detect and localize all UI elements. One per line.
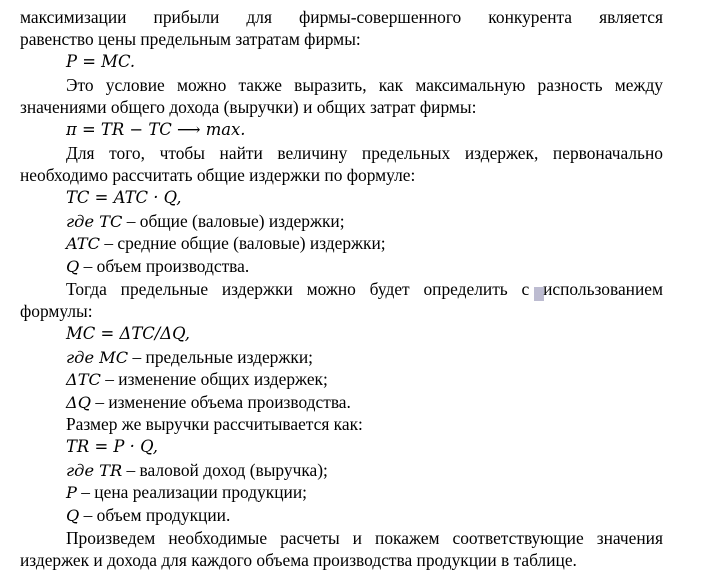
intro-line-2: равенство цены предельным затратам фирмы: [20,29,361,49]
tc-def-text: – общие (валовые) издержки; [122,211,345,231]
delta-q-definition [66,391,663,413]
delta-q-def-text: – изменение объема производства. [90,392,351,412]
profit-text-line-2: значениями общего дохода (выручки) и общих затрат фирмы: [20,97,477,117]
tr-def-symbol: где TR [66,461,123,480]
intro-line-1: максимизации прибыли для фирмы-совершенного конкурента является [20,7,663,27]
formula-tc: TC = ATC · Q, [66,188,182,207]
formula-p-equals-mc: P = MC. [66,52,136,71]
atc-definition [66,232,663,254]
q-def-symbol: Q [66,257,80,276]
mc-text-line-1: Тогда предельные издержки можно будет определить с использованием [66,279,663,299]
mc-def-symbol: где MC [66,348,129,367]
mc-definition [66,346,663,368]
q-def-text: – объем производства. [79,256,250,276]
p-definition [66,481,663,503]
delta-tc-def-symbol: ΔTC [66,370,101,389]
q-product-definition [66,504,663,526]
q-product-def-symbol: Q [66,506,80,525]
tc-definition [66,210,663,232]
tc-text-line-1: Для того, чтобы найти величину предельных издержек, первоначально [66,143,663,163]
profit-text-line-1: Это условие можно также выразить, как максимальную разность между [66,75,663,95]
delta-q-def-symbol: ΔQ [66,393,91,412]
formula-mc: MC = ΔTC/ΔQ, [66,324,190,343]
mc-def-text: – предельные издержки; [128,347,313,367]
revenue-text: Размер же выручки рассчитывается как: [66,414,363,434]
tr-def-text: – валовой доход (выручка); [122,460,328,480]
tc-def-symbol: где TC [66,212,123,231]
tr-definition [66,459,663,481]
conclusion-line-2: издержек и дохода для каждого объема производства продукции в таблице. [20,550,577,570]
text-cursor [534,287,544,301]
p-def-text: – цена реализации продукции; [76,482,307,502]
conclusion-line-1: Произведем необходимые расчеты и покажем соответствующие значения [66,528,663,548]
atc-def-symbol: ATC [66,234,100,253]
mc-text-line-2: формулы: [20,301,93,321]
formula-profit: π = TR − TC ⟶ max. [66,120,246,139]
atc-def-text: – средние общие (валовые) издержки; [100,233,386,253]
p-def-symbol: P [66,483,77,502]
q-product-def-text: – объем продукции. [79,505,231,525]
formula-tr: TR = P · Q, [66,437,158,456]
delta-tc-definition [66,368,663,390]
delta-tc-def-text: – изменение общих издержек; [100,369,328,389]
q-definition [66,255,663,277]
tc-text-line-2: необходимо рассчитать общие издержки по формуле: [20,165,416,185]
